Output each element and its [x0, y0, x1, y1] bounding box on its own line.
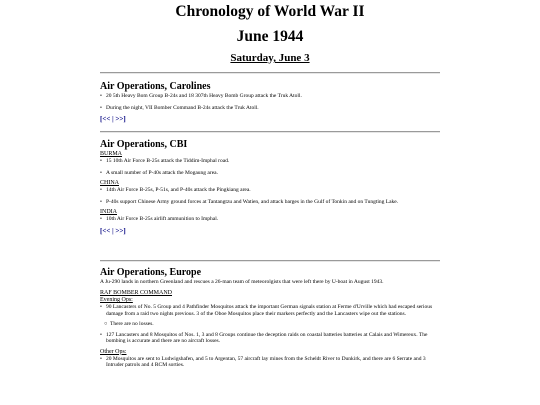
- list-item: • 10th Air Force B-25s airlift ammunition to Imphal.: [100, 216, 440, 223]
- burma-list: [100, 158, 440, 176]
- india-list: [100, 216, 440, 223]
- nav-bracket-open: [: [100, 115, 103, 123]
- nav-next-link[interactable]: >>: [115, 115, 124, 123]
- subheading-other: Other Ops:: [100, 348, 127, 355]
- list-item: • A small number of P-40s attack the Mogaung area.: [100, 170, 440, 177]
- nav-next-link[interactable]: >>: [115, 226, 124, 235]
- section-europe: [100, 267, 440, 369]
- nav-separator: |: [110, 115, 116, 123]
- divider: [100, 260, 440, 262]
- china-list: [100, 187, 440, 205]
- subheading-india: INDIA: [100, 209, 117, 215]
- nav-prev-link[interactable]: <<: [102, 115, 111, 123]
- deception-list: [100, 332, 440, 345]
- section-title: Air Operations, Europe: [100, 267, 202, 278]
- list-item: • 20 5th Heavy Bom Group B-24s and 18 307th Heavy Bomb Group attack the Truk Atoll.: [100, 93, 440, 100]
- section-intro: A Ju-290 lands in northern Greenland and rescues a 26-man team of meteorolgists that were left there by U-boat in August 1943.: [100, 279, 384, 285]
- list-item: • 14th Air Force B-25s, P-51s, and P-40s attack the Pingkiang area.: [100, 187, 440, 194]
- nav-links: [100, 115, 440, 124]
- subheading-burma: BURMA: [100, 151, 123, 157]
- section-carolines: [100, 81, 440, 124]
- carolines-list: [100, 93, 440, 111]
- page-date: Saturday, June 3: [230, 52, 310, 64]
- subheading-raf: RAF BOMBER COMMAND: [100, 290, 173, 296]
- divider: [100, 72, 440, 74]
- subheading-evening: Evening Ops:: [100, 297, 133, 303]
- section-cbi: [100, 139, 440, 236]
- list-item: • 15 10th Air Force B-25s attack the Tiddim-Imphal road.: [100, 158, 440, 165]
- nav-bracket-open: [: [100, 226, 103, 235]
- list-item: • 127 Lancasters and 8 Mosquitos of Nos. 1, 3 and 8 Groups continue the deception raids on coastal batteries batteries at Calais and Wimereux. The bombing is accurate and there are no aircraft losses.: [100, 332, 440, 345]
- nav-bracket-close: ]: [123, 115, 126, 123]
- nav-bracket-close: ]: [123, 226, 126, 235]
- subheading-china: CHINA: [100, 180, 119, 186]
- section-title: Air Operations, Carolines: [100, 81, 211, 92]
- other-list: [100, 356, 440, 369]
- nav-links: [100, 227, 440, 236]
- list-item: • 90 Lancasters of No. 5 Group and 4 Pathfinder Mosquitos attack the important German signals station at Ferme d'Urville which had escaped serious damage from a raid two nights previous. 3 of the Oboe Mosquitos place their markers perfectly and the Lancasters wipe out the stations.: [100, 304, 440, 317]
- page-month: June 1944: [236, 28, 304, 45]
- list-item: ○ There are no losses.: [100, 321, 440, 328]
- no-losses-list: [100, 321, 440, 328]
- list-item: • 20 Mosquitos are sent to Ludwigshafen, and 5 to Argentan, 57 aircraft lay mines from the Scheldt River to Dunkirk, and there are 6 Serrate and 3 Intruder patrols and 4 RCM sorties.: [100, 356, 440, 369]
- nav-separator: |: [110, 226, 116, 235]
- section-title: Air Operations, CBI: [100, 139, 188, 150]
- page-title: Chronology of World War II: [175, 3, 365, 20]
- list-item: • During the night, VII Bomber Command B-24s attack the Truk Atoll.: [100, 105, 440, 112]
- evening-list: [100, 304, 440, 317]
- nav-prev-link[interactable]: <<: [102, 226, 111, 235]
- list-item: • P-40s support Chinese Army ground forces at Tantangtzu and Watien, and attack barges in the Gulf of Tonkin and on Tungting Lake.: [100, 199, 440, 206]
- divider: [100, 131, 440, 133]
